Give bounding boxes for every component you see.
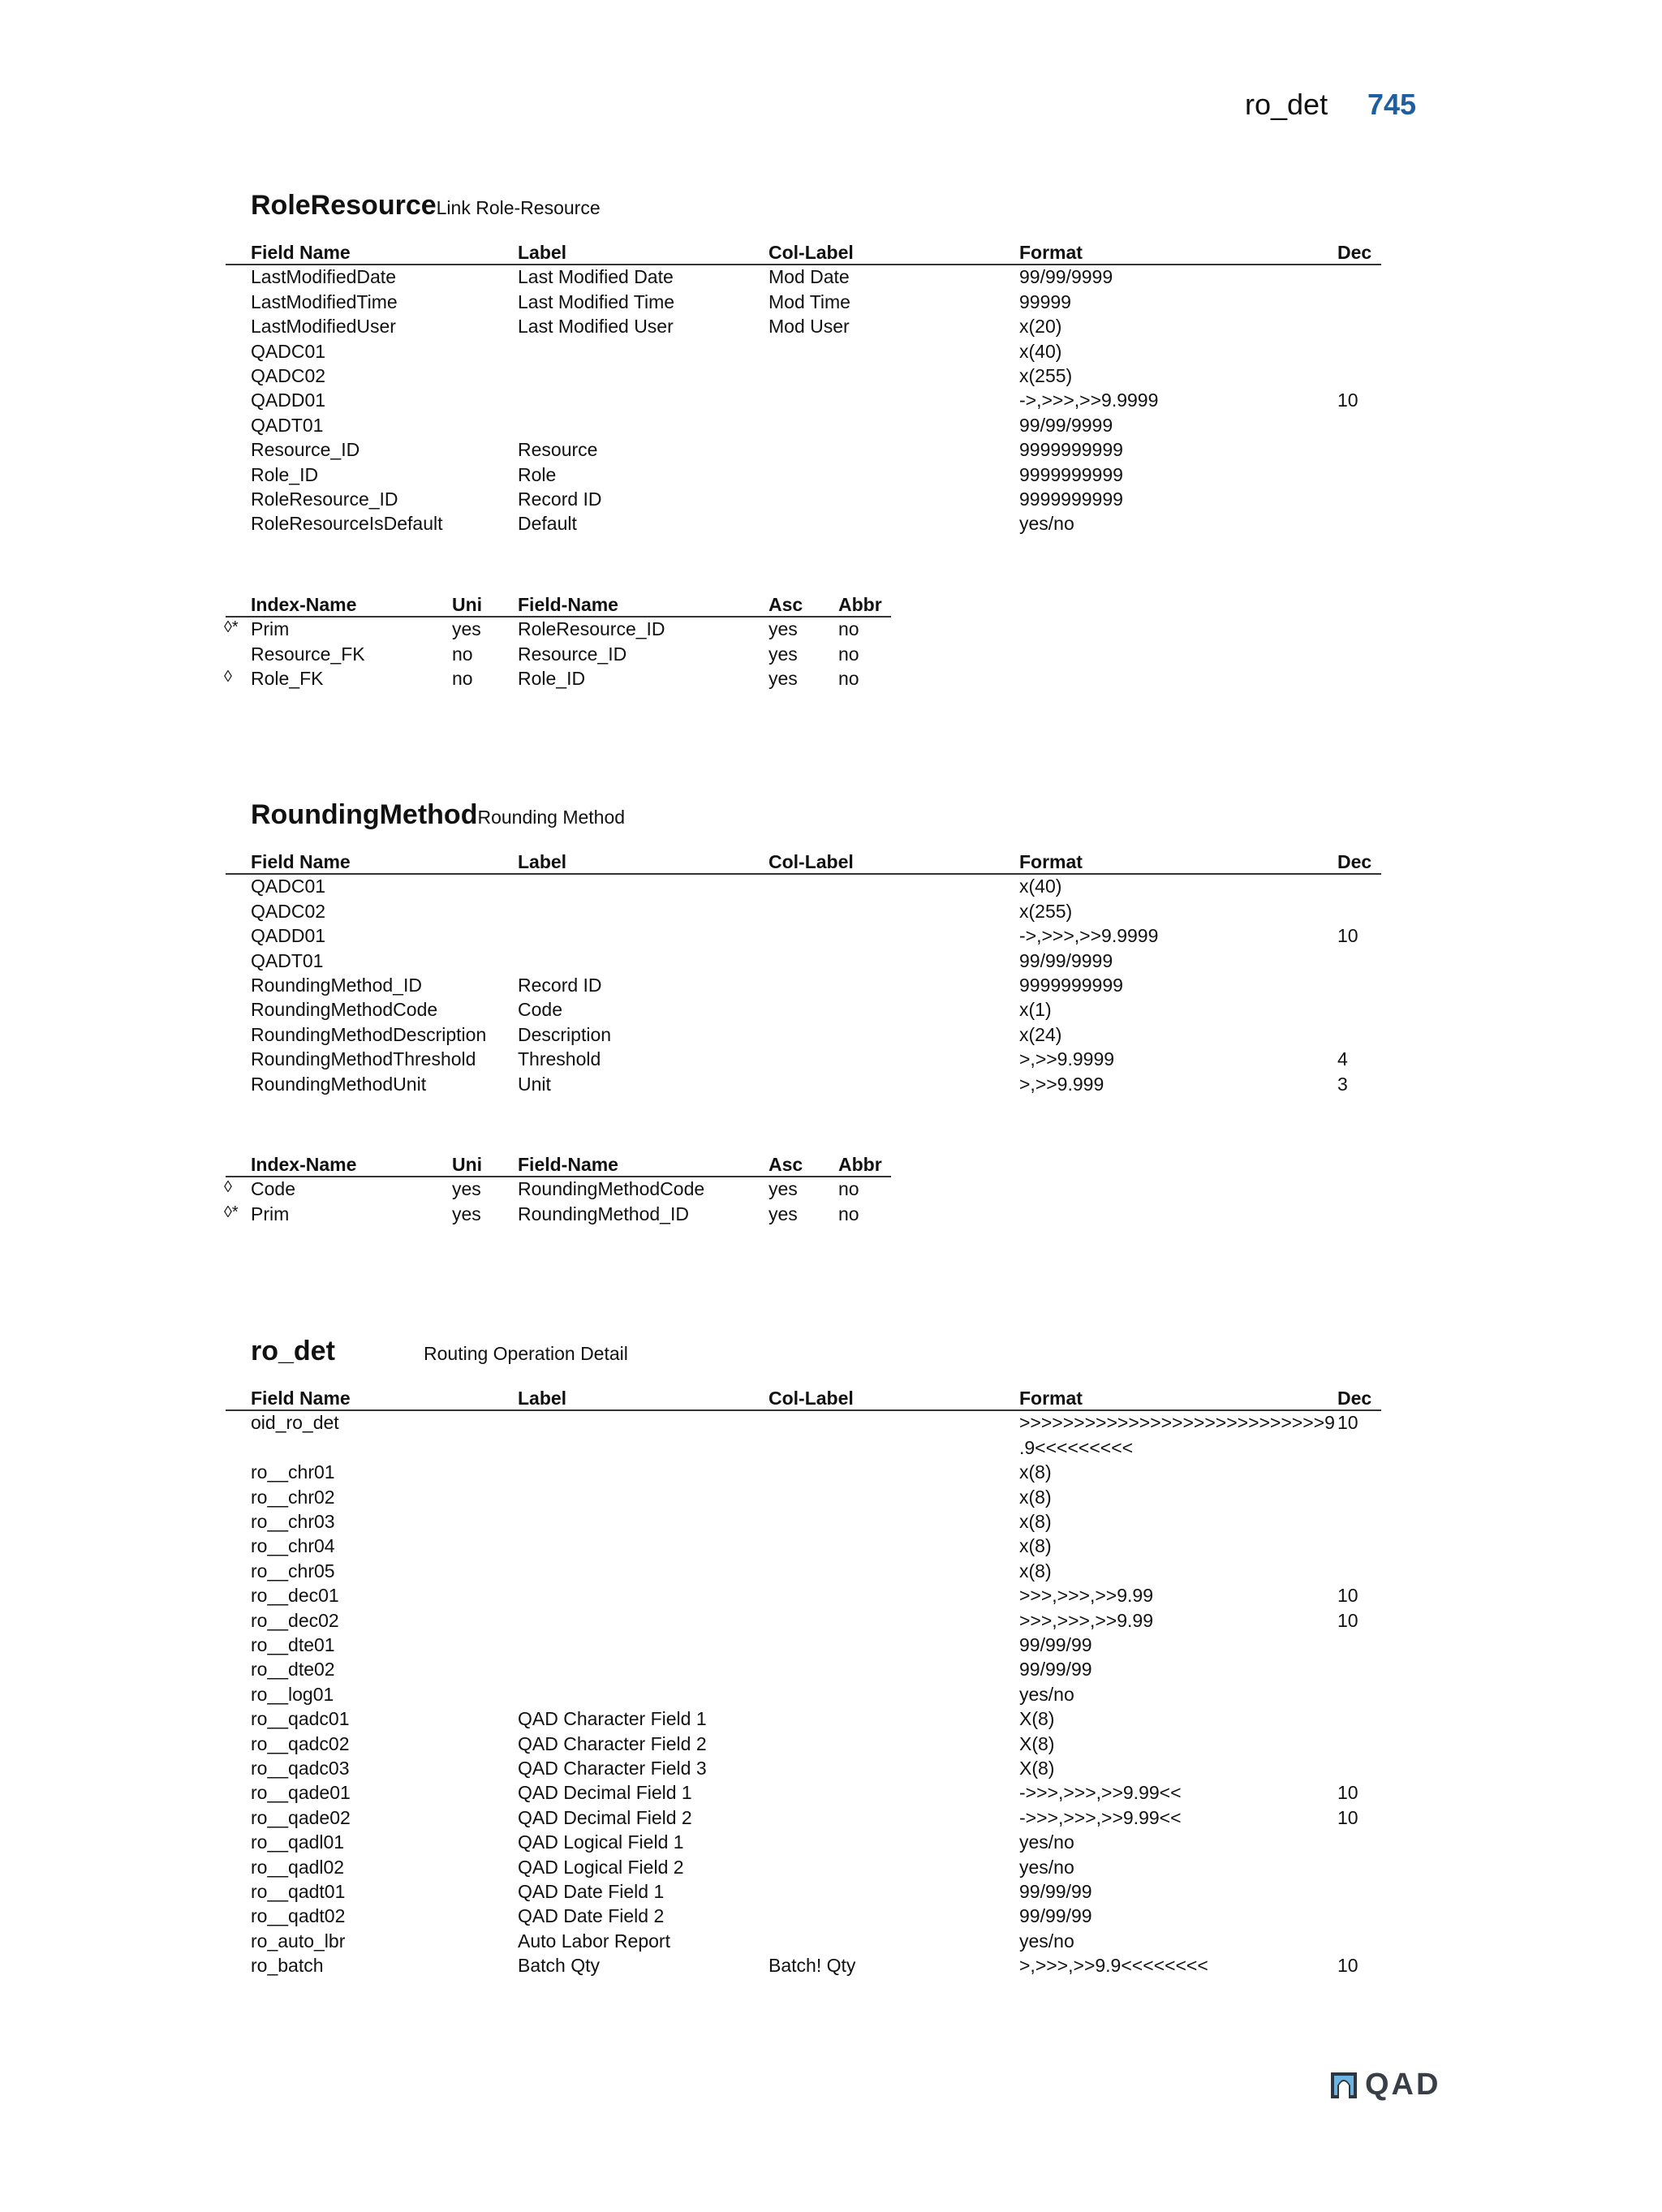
field-row bbox=[0, 1955, 1662, 1979]
field-format: 9999999999 bbox=[1019, 439, 1123, 461]
field-col-label: Batch! Qty bbox=[769, 1955, 856, 1977]
field-label: QAD Character Field 1 bbox=[518, 1708, 707, 1730]
column-header-field-format: Format bbox=[1019, 1388, 1083, 1409]
column-header-field-name: Field Name bbox=[251, 242, 351, 263]
field-dec: 4 bbox=[1337, 1048, 1348, 1070]
field-format: x(255) bbox=[1019, 900, 1073, 922]
field-format: yes/no bbox=[1019, 1930, 1074, 1952]
field-row bbox=[0, 291, 1662, 316]
index-marker: ◊ bbox=[224, 1178, 232, 1197]
field-format: X(8) bbox=[1019, 1758, 1055, 1779]
field-name: QADD01 bbox=[251, 925, 326, 947]
index-abbr: no bbox=[838, 668, 859, 690]
field-format: x(20) bbox=[1019, 316, 1062, 338]
field-row bbox=[0, 415, 1662, 439]
column-header-field-dec: Dec bbox=[1337, 1388, 1372, 1409]
field-format: x(255) bbox=[1019, 365, 1073, 386]
field-row bbox=[0, 1437, 1662, 1461]
field-name: ro__chr05 bbox=[251, 1560, 335, 1582]
index-name: Code bbox=[251, 1178, 295, 1200]
index-unique: no bbox=[452, 643, 473, 665]
index-abbr: no bbox=[838, 1203, 859, 1224]
field-row bbox=[0, 925, 1662, 949]
field-row bbox=[0, 1511, 1662, 1535]
field-format: 9999999999 bbox=[1019, 975, 1123, 996]
column-header-field-label: Label bbox=[518, 1388, 567, 1409]
column-header-field-format: Format bbox=[1019, 242, 1083, 263]
field-format: x(40) bbox=[1019, 340, 1062, 362]
field-label: Description bbox=[518, 1023, 612, 1045]
column-header-index-name: Index-Name bbox=[251, 1154, 357, 1175]
field-name: ro__chr01 bbox=[251, 1461, 335, 1483]
header-rule bbox=[226, 1176, 891, 1177]
field-row bbox=[0, 975, 1662, 999]
column-header-index-asc: Asc bbox=[769, 1154, 803, 1175]
field-dec: 10 bbox=[1337, 1806, 1358, 1828]
field-label: Batch Qty bbox=[518, 1955, 600, 1977]
field-row bbox=[0, 1610, 1662, 1634]
field-row bbox=[0, 1412, 1662, 1436]
field-name: ro__chr03 bbox=[251, 1511, 335, 1532]
field-label: QAD Date Field 2 bbox=[518, 1905, 665, 1927]
field-name: ro__qadt01 bbox=[251, 1881, 346, 1902]
field-name: ro__qadc01 bbox=[251, 1708, 350, 1730]
field-name: QADC01 bbox=[251, 876, 326, 897]
field-row bbox=[0, 999, 1662, 1023]
index-asc: yes bbox=[769, 618, 798, 640]
index-field-name: RoundingMethod_ID bbox=[518, 1203, 689, 1224]
column-header-index-unique: Uni bbox=[452, 594, 483, 615]
field-label: Last Modified User bbox=[518, 316, 674, 338]
field-row bbox=[0, 1831, 1662, 1856]
field-name: ro__log01 bbox=[251, 1683, 334, 1705]
index-name: Prim bbox=[251, 618, 290, 640]
field-row bbox=[0, 365, 1662, 389]
index-header-row bbox=[0, 1154, 1662, 1178]
field-format: X(8) bbox=[1019, 1708, 1055, 1730]
field-name: RoundingMethod_ID bbox=[251, 975, 422, 996]
field-format: yes/no bbox=[1019, 1856, 1074, 1878]
qad-logo bbox=[1328, 2068, 1440, 2102]
field-format: ->,>>>,>>9.9999 bbox=[1019, 389, 1159, 411]
field-format: 99/99/9999 bbox=[1019, 414, 1113, 436]
table-title bbox=[251, 1336, 628, 1367]
field-format: 99/99/9999 bbox=[1019, 266, 1113, 288]
field-name: ro__qadt02 bbox=[251, 1905, 346, 1927]
field-format: 99/99/99 bbox=[1019, 1881, 1092, 1902]
column-header-index-field-name: Field-Name bbox=[518, 1154, 618, 1175]
field-dec: 10 bbox=[1337, 1412, 1358, 1434]
field-row bbox=[0, 1733, 1662, 1758]
field-name: LastModifiedTime bbox=[251, 290, 398, 312]
column-header-index-name: Index-Name bbox=[251, 594, 357, 615]
field-format: 99/99/99 bbox=[1019, 1634, 1092, 1655]
field-format: ->>>,>>>,>>9.99<< bbox=[1019, 1782, 1182, 1804]
index-unique: yes bbox=[452, 1203, 481, 1224]
index-abbr: no bbox=[838, 1178, 859, 1200]
index-asc: yes bbox=[769, 643, 798, 665]
field-name: RoleResource_ID bbox=[251, 488, 398, 510]
field-name: RoundingMethodThreshold bbox=[251, 1048, 476, 1070]
field-row bbox=[0, 1684, 1662, 1708]
qad-logo-text: QAD bbox=[1365, 2068, 1441, 2102]
field-format: yes/no bbox=[1019, 513, 1074, 535]
index-marker: ◊* bbox=[224, 1203, 239, 1221]
index-abbr: no bbox=[838, 618, 859, 640]
field-row bbox=[0, 1074, 1662, 1098]
field-row bbox=[0, 1881, 1662, 1905]
field-format: ->,>>>,>>9.9999 bbox=[1019, 925, 1159, 947]
header-rule bbox=[226, 1409, 1381, 1411]
field-dec: 10 bbox=[1337, 1782, 1358, 1804]
field-format: 99999 bbox=[1019, 290, 1071, 312]
field-format: >,>>9.9999 bbox=[1019, 1048, 1115, 1070]
column-header-field-format: Format bbox=[1019, 851, 1083, 872]
field-name: RoleResourceIsDefault bbox=[251, 513, 443, 535]
field-dec: 10 bbox=[1337, 1955, 1358, 1977]
field-row bbox=[0, 1461, 1662, 1486]
field-name: RoundingMethodUnit bbox=[251, 1073, 427, 1095]
field-col-label: Mod Date bbox=[769, 266, 850, 288]
field-format: >>>>>>>>>>>>>>>>>>>>>>>>>>>>9 bbox=[1019, 1412, 1335, 1434]
field-row bbox=[0, 1585, 1662, 1609]
field-row bbox=[0, 1048, 1662, 1073]
column-header-index-asc: Asc bbox=[769, 594, 803, 615]
field-row bbox=[0, 1535, 1662, 1560]
field-format: .9<<<<<<<<< bbox=[1019, 1436, 1134, 1458]
field-name: RoundingMethodDescription bbox=[251, 1023, 487, 1045]
field-label: Resource bbox=[518, 439, 598, 461]
column-header-field-label: Label bbox=[518, 851, 567, 872]
field-format: x(8) bbox=[1019, 1560, 1052, 1582]
field-name: ro__qadl01 bbox=[251, 1831, 345, 1853]
field-row bbox=[0, 488, 1662, 513]
field-label: Last Modified Date bbox=[518, 266, 674, 288]
field-row bbox=[0, 1905, 1662, 1930]
table-description: Link Role-Resource bbox=[436, 197, 601, 218]
field-name: QADC01 bbox=[251, 340, 326, 362]
table-title bbox=[251, 190, 601, 222]
qad-logo-icon bbox=[1328, 2071, 1360, 2100]
index-header-row bbox=[0, 594, 1662, 618]
index-asc: yes bbox=[769, 668, 798, 690]
field-name: LastModifiedUser bbox=[251, 316, 396, 338]
column-header-field-name: Field Name bbox=[251, 1388, 351, 1409]
field-format: yes/no bbox=[1019, 1683, 1074, 1705]
index-row bbox=[0, 643, 1662, 668]
field-format: x(40) bbox=[1019, 876, 1062, 897]
header-rule bbox=[226, 616, 891, 618]
field-dec: 3 bbox=[1337, 1073, 1348, 1095]
field-name: ro__qadl02 bbox=[251, 1856, 345, 1878]
field-label: Record ID bbox=[518, 975, 602, 996]
field-label: Record ID bbox=[518, 488, 602, 510]
field-row bbox=[0, 1560, 1662, 1585]
header-rule bbox=[226, 873, 1381, 875]
field-row bbox=[0, 1782, 1662, 1806]
field-name: ro__qadc02 bbox=[251, 1732, 350, 1754]
field-format: 99/99/99 bbox=[1019, 1905, 1092, 1927]
table-name: RoundingMethod bbox=[251, 799, 478, 830]
index-marker: ◊* bbox=[224, 618, 239, 637]
table-name: RoleResource bbox=[251, 190, 437, 221]
field-label: Auto Labor Report bbox=[518, 1930, 670, 1952]
field-row bbox=[0, 389, 1662, 414]
column-header-field-col-label: Col-Label bbox=[769, 242, 854, 263]
table-description: Rounding Method bbox=[477, 807, 626, 828]
field-dec: 10 bbox=[1337, 1585, 1358, 1607]
field-dec: 10 bbox=[1337, 1609, 1358, 1631]
index-field-name: RoundingMethodCode bbox=[518, 1178, 705, 1200]
field-row bbox=[0, 1487, 1662, 1511]
field-label: QAD Decimal Field 2 bbox=[518, 1806, 692, 1828]
field-dec: 10 bbox=[1337, 925, 1358, 947]
index-marker: ◊ bbox=[224, 668, 232, 686]
index-unique: yes bbox=[452, 618, 481, 640]
field-name: RoundingMethodCode bbox=[251, 999, 438, 1021]
field-label: QAD Logical Field 2 bbox=[518, 1856, 684, 1878]
field-col-label: Mod Time bbox=[769, 290, 850, 312]
field-format: 99/99/99 bbox=[1019, 1659, 1092, 1681]
field-row bbox=[0, 266, 1662, 290]
field-row bbox=[0, 464, 1662, 488]
field-row bbox=[0, 1758, 1662, 1782]
field-name: QADT01 bbox=[251, 949, 324, 971]
field-row bbox=[0, 1659, 1662, 1683]
field-name: LastModifiedDate bbox=[251, 266, 396, 288]
index-abbr: no bbox=[838, 643, 859, 665]
field-row bbox=[0, 1930, 1662, 1955]
column-header-field-name: Field Name bbox=[251, 851, 351, 872]
field-name: Resource_ID bbox=[251, 439, 360, 461]
field-label: QAD Logical Field 1 bbox=[518, 1831, 684, 1853]
field-name: ro__qade01 bbox=[251, 1782, 351, 1804]
field-label: Last Modified Time bbox=[518, 290, 675, 312]
field-label: Default bbox=[518, 513, 577, 535]
running-head bbox=[0, 88, 1662, 136]
field-format: x(8) bbox=[1019, 1486, 1052, 1508]
column-header-index-abbr: Abbr bbox=[838, 594, 882, 615]
column-header-field-dec: Dec bbox=[1337, 851, 1372, 872]
field-format: 9999999999 bbox=[1019, 488, 1123, 510]
index-name: Resource_FK bbox=[251, 643, 365, 665]
field-format: 99/99/9999 bbox=[1019, 949, 1113, 971]
field-name: ro__dte02 bbox=[251, 1659, 335, 1681]
index-row bbox=[0, 1203, 1662, 1228]
column-header-index-field-name: Field-Name bbox=[518, 594, 618, 615]
field-name: ro__qadc03 bbox=[251, 1758, 350, 1779]
field-format: >>>,>>>,>>9.99 bbox=[1019, 1585, 1153, 1607]
field-label: QAD Character Field 2 bbox=[518, 1732, 707, 1754]
field-name: ro__chr02 bbox=[251, 1486, 335, 1508]
index-name: Prim bbox=[251, 1203, 290, 1224]
field-format: x(24) bbox=[1019, 1023, 1062, 1045]
field-row bbox=[0, 1807, 1662, 1831]
field-row bbox=[0, 316, 1662, 340]
fields-header-row bbox=[0, 1388, 1662, 1412]
field-row bbox=[0, 341, 1662, 365]
field-name: QADC02 bbox=[251, 900, 326, 922]
column-header-field-dec: Dec bbox=[1337, 242, 1372, 263]
field-label: Unit bbox=[518, 1073, 551, 1095]
field-format: ->>>,>>>,>>9.99<< bbox=[1019, 1806, 1182, 1828]
field-format: x(8) bbox=[1019, 1461, 1052, 1483]
field-label: Threshold bbox=[518, 1048, 601, 1070]
field-name: ro__dte01 bbox=[251, 1634, 335, 1655]
field-row bbox=[0, 901, 1662, 925]
field-format: x(1) bbox=[1019, 999, 1052, 1021]
field-name: ro__dec02 bbox=[251, 1609, 339, 1631]
table-description: Routing Operation Detail bbox=[424, 1343, 628, 1364]
field-label: Role bbox=[518, 463, 557, 485]
field-format: X(8) bbox=[1019, 1732, 1055, 1754]
index-field-name: Resource_ID bbox=[518, 643, 627, 665]
field-row bbox=[0, 950, 1662, 975]
table-name: ro_det bbox=[251, 1336, 335, 1366]
column-header-field-col-label: Col-Label bbox=[769, 851, 854, 872]
field-name: QADD01 bbox=[251, 389, 326, 411]
fields-header-row bbox=[0, 242, 1662, 266]
field-dec: 10 bbox=[1337, 389, 1358, 411]
field-format: x(8) bbox=[1019, 1535, 1052, 1557]
field-label: QAD Character Field 3 bbox=[518, 1758, 707, 1779]
field-row bbox=[0, 876, 1662, 900]
field-name: Role_ID bbox=[251, 463, 319, 485]
field-name: QADT01 bbox=[251, 414, 324, 436]
field-row bbox=[0, 439, 1662, 463]
index-row bbox=[0, 1178, 1662, 1203]
field-format: >,>>9.999 bbox=[1019, 1073, 1104, 1095]
column-header-field-label: Label bbox=[518, 242, 567, 263]
field-format: 9999999999 bbox=[1019, 463, 1123, 485]
index-field-name: RoleResource_ID bbox=[518, 618, 665, 640]
table-title bbox=[251, 799, 625, 831]
field-row bbox=[0, 1024, 1662, 1048]
header-rule bbox=[226, 264, 1381, 265]
field-name: ro__chr04 bbox=[251, 1535, 335, 1557]
field-name: ro__dec01 bbox=[251, 1585, 339, 1607]
index-unique: no bbox=[452, 668, 473, 690]
field-label: QAD Date Field 1 bbox=[518, 1881, 665, 1902]
field-row bbox=[0, 1634, 1662, 1659]
field-format: yes/no bbox=[1019, 1831, 1074, 1853]
column-header-field-col-label: Col-Label bbox=[769, 1388, 854, 1409]
running-head-table-name: ro_det bbox=[1245, 88, 1328, 121]
field-name: oid_ro_det bbox=[251, 1412, 339, 1434]
field-name: ro_auto_lbr bbox=[251, 1930, 346, 1952]
field-format: >>>,>>>,>>9.99 bbox=[1019, 1609, 1153, 1631]
index-asc: yes bbox=[769, 1203, 798, 1224]
field-row bbox=[0, 513, 1662, 537]
field-label: QAD Decimal Field 1 bbox=[518, 1782, 692, 1804]
column-header-index-abbr: Abbr bbox=[838, 1154, 882, 1175]
index-unique: yes bbox=[452, 1178, 481, 1200]
page-number: 745 bbox=[1367, 88, 1417, 121]
index-name: Role_FK bbox=[251, 668, 324, 690]
field-name: ro__qade02 bbox=[251, 1806, 351, 1828]
field-name: ro_batch bbox=[251, 1955, 324, 1977]
index-field-name: Role_ID bbox=[518, 668, 586, 690]
index-asc: yes bbox=[769, 1178, 798, 1200]
field-row bbox=[0, 1857, 1662, 1881]
field-format: >,>>>,>>9.9<<<<<<<< bbox=[1019, 1955, 1208, 1977]
column-header-index-unique: Uni bbox=[452, 1154, 483, 1175]
fields-header-row bbox=[0, 851, 1662, 876]
index-row bbox=[0, 618, 1662, 643]
field-name: QADC02 bbox=[251, 365, 326, 386]
field-format: x(8) bbox=[1019, 1511, 1052, 1532]
field-label: Code bbox=[518, 999, 562, 1021]
index-row bbox=[0, 668, 1662, 692]
field-row bbox=[0, 1708, 1662, 1732]
field-col-label: Mod User bbox=[769, 316, 850, 338]
